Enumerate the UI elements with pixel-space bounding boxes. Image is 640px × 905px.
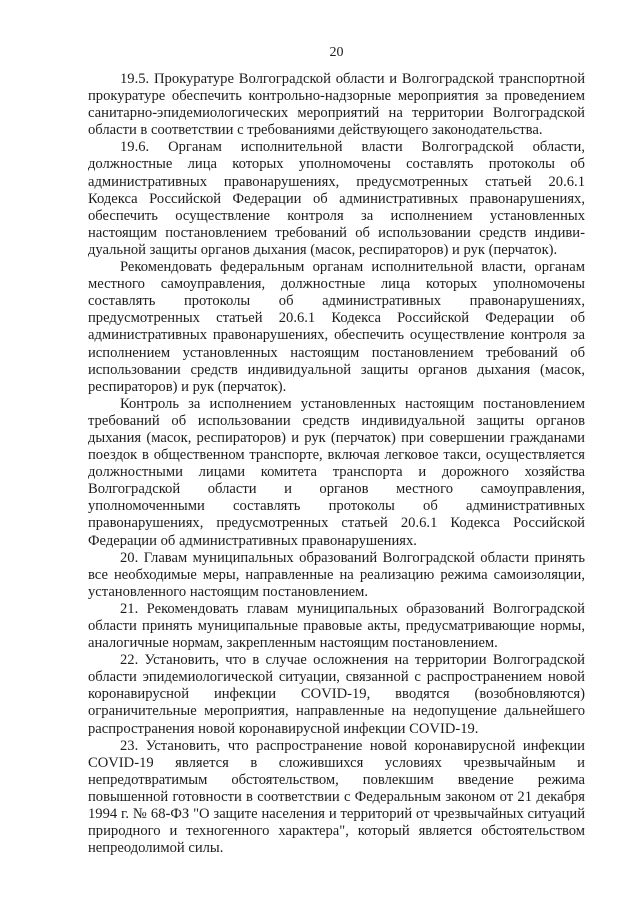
paragraph-23: 23. Установить, что распространение новой коронавирусной инфекции COVID-19 является в сложившихся условиях чрезвычайным и непредотвратимым обстоятельством, повлекшим введение режима повышенной готовности в соответствии с Федеральным законом от 21 декабря 1994 г. № 68-ФЗ "О защите населения и территорий от чрезвычайных ситуаций природного и техногенного характера", который является обстоятельством непреодолимой силы. <box>88 737 585 857</box>
paragraph-recommend-federal: Рекомендовать федеральным органам исполнительной власти, органам местного самоуправления, должностные лица которых уполномочены составлять протоколы об административных правонарушениях, предусмотренных статьей 20.6.1 Кодекса Российской Федерации об административных правонарушениях, обеспечить осуществление контроля за исполнением установленных настоящим постановлением требований об использовании средств индивидуальной защиты органов дыхания (масок, респираторов) и рук (перчаток). <box>88 259 585 395</box>
paragraph-19-5: 19.5. Прокуратуре Волгоградской области и Волгоградской транспортной прокуратуре обеспечить контрольно-надзорные мероприятия за проведением санитарно-эпидемиологических мероприятий на территории Волгоградской области в соответствии с требованиями действующего законодательства. <box>88 71 585 139</box>
paragraph-20: 20. Главам муниципальных образований Волгоградской области принять все необходимые меры, направленные на реализацию режима самоизоляции, установленного настоящим постановлением. <box>88 549 585 600</box>
paragraph-control-transport: Контроль за исполнением установленных настоящим постановлением требований об использовании средств индивидуальной защиты органов дыхания (масок, респираторов) и рук (перчаток) при совершении гражданами поездок в общественном транспорте, включая легковое такси, осуществляется должностными лицами комитета транспорта и дорожного хозяйства Волгоградской области и органов местного самоуправления, уполномоченными составлять протоколы об административных правонарушениях, предусмотренных статьей 20.6.1 Кодекса Российской Федерации об административных правонарушениях. <box>88 395 585 549</box>
page-number: 20 <box>329 45 344 60</box>
paragraph-21: 21. Рекомендовать главам муниципальных образований Волгоградской области принять муниципальные правовые акты, предусматривающие нормы, аналогичные нормам, закрепленным настоящим постановлением. <box>88 600 585 652</box>
paragraph-19-6: 19.6. Органам исполнительной власти Волгоградской области, должностные лица которых уполномочены составлять протоколы об административных правонарушениях, предусмотренных статьей 20.6.1 Кодекса Российской Федерации об административных правонарушениях, обеспечить осуществление контроля за исполнением установленных настоящим постановлением требований об использовании средств индивидуальной защиты органов дыхания (масок, респираторов) и рук (перчаток). <box>88 139 585 258</box>
paragraph-22: 22. Установить, что в случае осложнения на территории Волгоградской области эпидемиологической ситуации, связанной с распространением новой коронавирусной инфекции COVID-19, вводятся (возобновляются) ограничительные мероприятия, направленные на недопущение дальнейшего распространения новой коронавирусной инфекции COVID-19. <box>88 652 585 737</box>
